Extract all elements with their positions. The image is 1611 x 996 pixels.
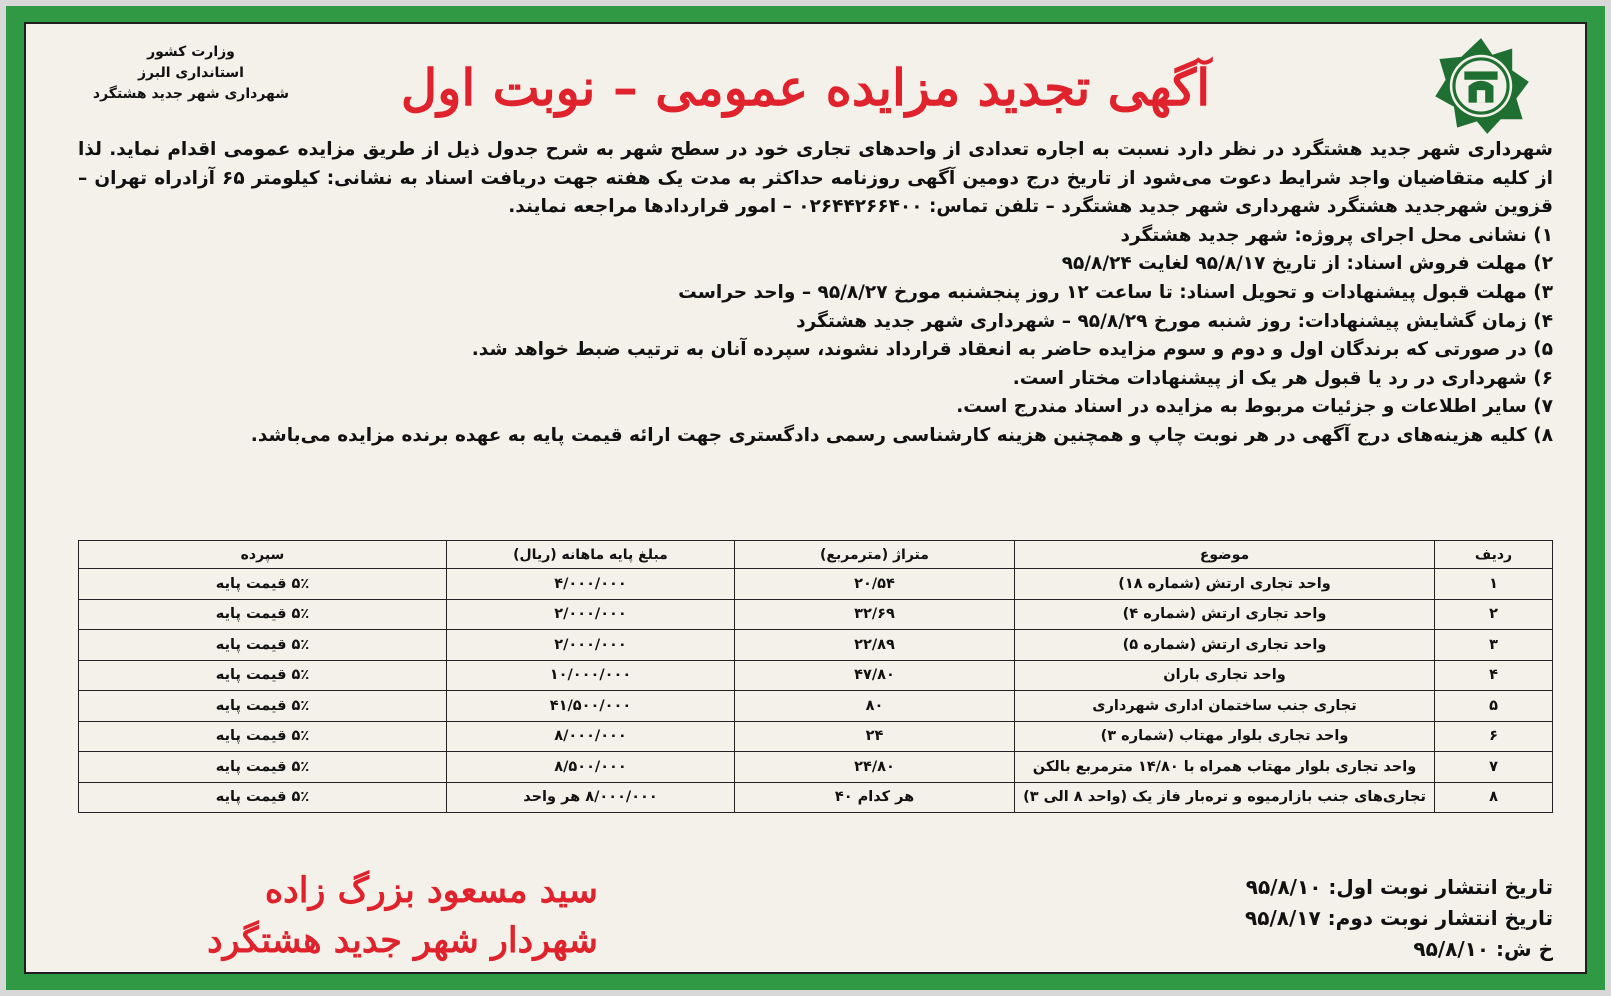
table-header-row — [79, 541, 1553, 569]
intro-paragraph: شهرداری شهر جدید هشتگرد در نظر دارد نسبت به اجاره تعدادی از واحدهای تجاری خود در سطح شهر به شرح جدول ذیل از طریق مزایده عمومی اقدام نماید. لذا از کلیه متقاضیان واجد شرایط دعوت می‌شود از تاریخ درج دومین آگهی روزنامه حداکثر به مدت یک هفته جهت دریافت اسناد به نشانی: کیلومتر ۶۵ آزادراه تهران – قزوین شهرجدید هشتگرد شهرداری شهر جدید هشتگرد – تلفن تماس: ۰۲۶۴۴۲۶۶۴۰۰ – امور قراردادها مراجعه نمایند. — [78, 139, 1553, 218]
cell-deposit: ۵٪ قیمت پایه — [79, 599, 447, 630]
ministry-line: وزارت کشور — [147, 44, 235, 60]
auction-table — [78, 540, 1553, 813]
cell-subject: واحد تجاری باران — [1015, 660, 1435, 691]
province-line: استانداری البرز — [138, 65, 244, 81]
header-row-number: ردیف — [1435, 541, 1553, 569]
condition-item: ۱) نشانی محل اجرای پروژه: شهر جدید هشتگرد — [1120, 224, 1553, 246]
ministry-header — [86, 42, 296, 105]
conditions-list — [78, 222, 1553, 451]
cell-area: هر کدام ۴۰ — [735, 782, 1015, 813]
table-row — [79, 599, 1553, 630]
second-publication-date: تاریخ انتشار نوبت دوم: ۹۵/۸/۱۷ — [1245, 906, 1553, 930]
cell-row-number: ۷ — [1435, 752, 1553, 783]
cell-base-price: ۱۰/۰۰۰/۰۰۰ — [447, 660, 735, 691]
cell-subject: واحد تجاری ارتش (شماره ۵) — [1015, 630, 1435, 661]
condition-item: ۳) مهلت قبول پیشنهادات و تحویل اسناد: تا ساعت ۱۲ روز پنجشنبه مورخ ۹۵/۸/۲۷ – واحد حراست — [678, 281, 1553, 303]
cell-area: ۴۷/۸۰ — [735, 660, 1015, 691]
cell-row-number: ۴ — [1435, 660, 1553, 691]
condition-item: ۲) مهلت فروش اسناد: از تاریخ ۹۵/۸/۱۷ لغایت ۹۵/۸/۲۴ — [1061, 253, 1553, 275]
cell-base-price: ۴۱/۵۰۰/۰۰۰ — [447, 691, 735, 722]
mayor-title: شهردار شهر جدید هشتگرد — [207, 920, 598, 961]
cell-area: ۸۰ — [735, 691, 1015, 722]
cell-subject: واحد تجاری بلوار مهتاب (شماره ۳) — [1015, 721, 1435, 752]
condition-item: ۷) سایر اطلاعات و جزئیات مربوط به مزایده در اسناد مندرج است. — [956, 396, 1553, 418]
table-row — [79, 630, 1553, 661]
cell-deposit: ۵٪ قیمت پایه — [79, 630, 447, 661]
table-row — [79, 660, 1553, 691]
cell-deposit: ۵٪ قیمت پایه — [79, 691, 447, 722]
table-row — [79, 569, 1553, 600]
cell-subject: واحد تجاری بلوار مهتاب همراه با ۱۴/۸۰ مترمربع بالکن — [1015, 752, 1435, 783]
condition-item: ۵) در صورتی که برندگان اول و دوم و سوم مزایده حاضر به انعقاد قرارداد نشوند، سپرده آنان به ترتیب ضبط خواهد شد. — [471, 339, 1553, 361]
condition-item: ۸) کلیه هزینه‌های درج آگهی در هر نوبت چاپ و همچنین هزینه کارشناسی رسمی دادگستری جهت ارائه قیمت پایه به عهده برنده مزایده می‌باشد. — [250, 424, 1553, 446]
ad-body — [24, 22, 1587, 974]
header-area: متراژ (مترمربع) — [735, 541, 1015, 569]
header-subject: موضوع — [1015, 541, 1435, 569]
header-base-price: مبلغ پایه ماهانه (ریال) — [447, 541, 735, 569]
ad-text — [78, 136, 1553, 451]
cell-base-price: ۲/۰۰۰/۰۰۰ — [447, 630, 735, 661]
cell-area: ۳۲/۶۹ — [735, 599, 1015, 630]
cell-deposit: ۵٪ قیمت پایه — [79, 721, 447, 752]
cell-row-number: ۵ — [1435, 691, 1553, 722]
cell-base-price: ۸/۰۰۰/۰۰۰ هر واحد — [447, 782, 735, 813]
table-row — [79, 691, 1553, 722]
cell-deposit: ۵٪ قیمت پایه — [79, 569, 447, 600]
cell-row-number: ۸ — [1435, 782, 1553, 813]
condition-item: ۴) زمان گشایش پیشنهادات: روز شنبه مورخ ۹۵/۸/۲۹ – شهرداری شهر جدید هشتگرد — [796, 310, 1553, 332]
cell-base-price: ۴/۰۰۰/۰۰۰ — [447, 569, 735, 600]
table-row — [79, 752, 1553, 783]
cell-deposit: ۵٪ قیمت پایه — [79, 782, 447, 813]
cell-area: ۲۴ — [735, 721, 1015, 752]
cell-base-price: ۸/۰۰۰/۰۰۰ — [447, 721, 735, 752]
cell-subject: واحد تجاری ارتش (شماره ۴) — [1015, 599, 1435, 630]
cell-row-number: ۱ — [1435, 569, 1553, 600]
reference-code: خ ش: ۹۵/۸/۱۰ — [1413, 937, 1553, 961]
cell-base-price: ۸/۵۰۰/۰۰۰ — [447, 752, 735, 783]
cell-row-number: ۲ — [1435, 599, 1553, 630]
cell-subject: تجاری‌های جنب بازارمیوه و تره‌بار فاز یک (واحد ۸ الی ۳) — [1015, 782, 1435, 813]
condition-item: ۶) شهرداری در رد یا قبول هر یک از پیشنهادات مختار است. — [1012, 367, 1553, 389]
municipality-emblem-icon — [1429, 34, 1533, 138]
signature-block — [78, 866, 598, 966]
cell-subject: واحد تجاری ارتش (شماره ۱۸) — [1015, 569, 1435, 600]
cell-row-number: ۶ — [1435, 721, 1553, 752]
table-row — [79, 782, 1553, 813]
cell-row-number: ۳ — [1435, 630, 1553, 661]
first-publication-date: تاریخ انتشار نوبت اول: ۹۵/۸/۱۰ — [1245, 875, 1553, 899]
municipality-line: شهرداری شهر جدید هشتگرد — [92, 86, 290, 102]
ad-frame — [6, 6, 1605, 990]
table-row — [79, 721, 1553, 752]
cell-deposit: ۵٪ قیمت پایه — [79, 752, 447, 783]
cell-base-price: ۲/۰۰۰/۰۰۰ — [447, 599, 735, 630]
publication-dates — [1245, 872, 1553, 965]
header-deposit: سپرده — [79, 541, 447, 569]
cell-area: ۲۰/۵۴ — [735, 569, 1015, 600]
cell-deposit: ۵٪ قیمت پایه — [79, 660, 447, 691]
cell-area: ۲۲/۸۹ — [735, 630, 1015, 661]
ad-title: آگهی تجدید مزایده عمومی – نوبت اول — [400, 58, 1211, 117]
mayor-name: سید مسعود بزرگ زاده — [264, 870, 598, 911]
cell-subject: تجاری جنب ساختمان اداری شهرداری — [1015, 691, 1435, 722]
cell-area: ۲۴/۸۰ — [735, 752, 1015, 783]
